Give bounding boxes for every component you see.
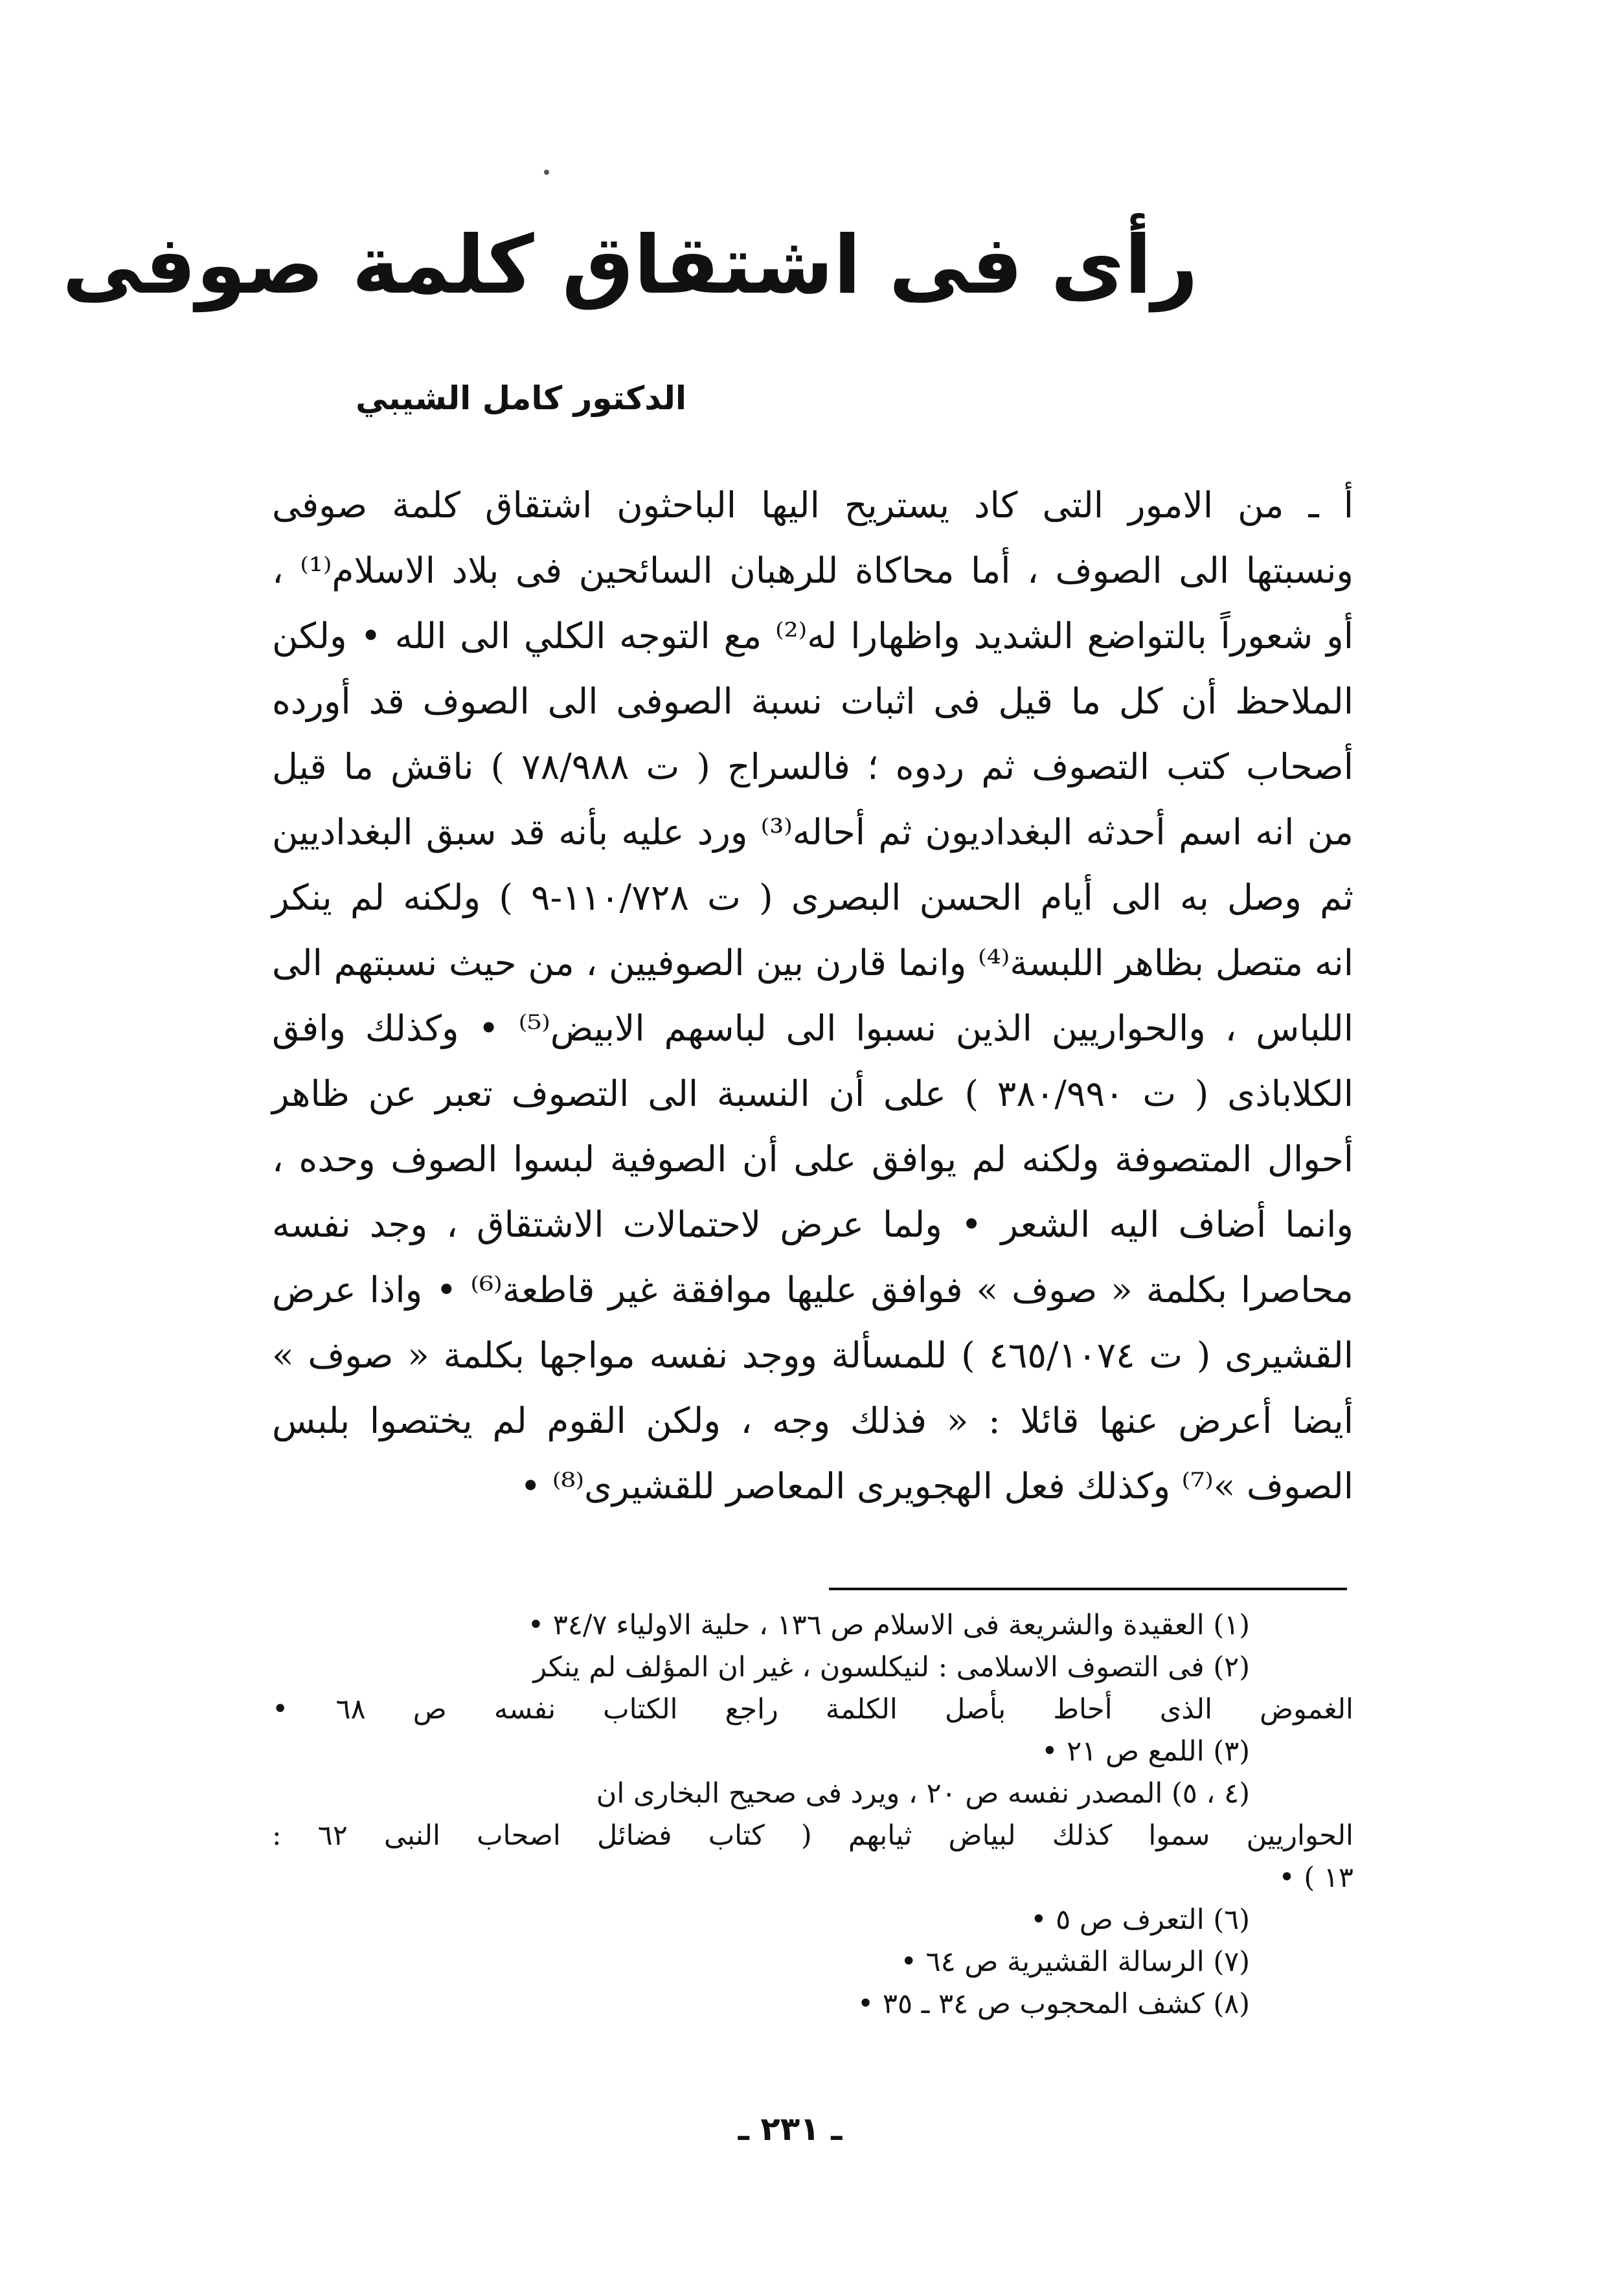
ink-speck	[544, 170, 549, 175]
article-title: رأى فى اشتقاق كلمة صوفى	[62, 219, 1198, 312]
body-line: اللباس ، والحواريين الذين نسبوا الى لباسهم الابيض⁽⁵⁾ • وكذلك وافق	[272, 1007, 1353, 1049]
footnote-line: ١٣ ) •	[1278, 1862, 1353, 1894]
body-line: أحوال المتصوفة ولكنه لم يوافق على أن الصوفية لبسوا الصوف وحده ،	[272, 1138, 1353, 1180]
body-line: من انه اسم أحدثه البغداديون ثم أحاله⁽³⁾ ورد عليه بأنه قد سبق البغداديين	[272, 811, 1353, 853]
body-line: الصوف »⁽⁷⁾ وكذلك فعل الهجويرى المعاصر للقشيرى⁽⁸⁾ •	[519, 1465, 1353, 1507]
body-line: ثم وصل به الى أيام الحسن البصرى ( ت ١١٠/٧٢٨-٩ ) ولكنه لم ينكر	[272, 877, 1353, 918]
footnote-line: (٧) الرسالة القشيرية ص ٦٤ •	[900, 1946, 1250, 1978]
body-line: انه متصل بظاهر اللبسة⁽⁴⁾ وانما قارن بين الصوفيين ، من حيث نسبتهم الى	[272, 942, 1353, 984]
footnote-line: الغموض الذى أحاط بأصل الكلمة راجع الكتاب نفسه ص ٦٨ •	[272, 1693, 1353, 1726]
footnote-divider	[829, 1588, 1347, 1590]
article-body	[272, 473, 1353, 1519]
footnotes	[272, 1604, 1353, 2025]
body-line: أ ـ من الامور التى كاد يستريح اليها الباحثون اشتقاق كلمة صوفى	[272, 484, 1353, 526]
body-line: الكلاباذى ( ت ٣٨٠/٩٩٠ ) على أن النسبة الى التصوف تعبر عن ظاهر	[272, 1073, 1353, 1114]
footnote-line: (٦) التعرف ص ٥ •	[1030, 1904, 1250, 1936]
body-line: محاصرا بكلمة « صوف » فوافق عليها موافقة غير قاطعة⁽⁶⁾ • واذا عرض	[272, 1269, 1353, 1311]
body-line: أيضا أعرض عنها قائلا : « فذلك وجه ، ولكن القوم لم يختصوا بلبس	[272, 1400, 1353, 1441]
author-name: الدكتور كامل الشيبي	[356, 379, 686, 417]
body-line: أو شعوراً بالتواضع الشديد واظهارا له⁽²⁾ مع التوجه الكلي الى الله • ولكن	[272, 615, 1353, 657]
footnote-line: (٢) فى التصوف الاسلامى : لنيكلسون ، غير ان المؤلف لم ينكر	[533, 1651, 1250, 1683]
footnote-line: (١) العقيدة والشريعة فى الاسلام ص ١٣٦ ، حلية الاولياء ٣٤/٧ •	[527, 1609, 1250, 1641]
body-line: ونسبتها الى الصوف ، أما محاكاة للرهبان السائحين فى بلاد الاسلام⁽¹⁾ ،	[272, 550, 1353, 591]
footnote-line: الحواريين سموا كذلك لبياض ثيابهم ( كتاب فضائل اصحاب النبى ٦٢ :	[272, 1819, 1353, 1852]
body-line: وانما أضاف اليه الشعر • ولما عرض لاحتمالات الاشتقاق ، وجد نفسه	[272, 1204, 1353, 1245]
body-line: الملاحظ أن كل ما قيل فى اثبات نسبة الصوفى الى الصوف قد أورده	[272, 681, 1353, 722]
body-line: أصحاب كتب التصوف ثم ردوه ؛ فالسراج ( ت ٧٨/٩٨٨ ) ناقش ما قيل	[272, 746, 1353, 787]
footnote-line: (٣) اللمع ص ٢١ •	[1041, 1735, 1250, 1768]
body-line: القشيرى ( ت ٤٦٥/١٠٧٤ ) للمسألة ووجد نفسه مواجها بكلمة « صوف »	[272, 1334, 1353, 1376]
footnote-line: (٨) كشف المحجوب ص ٣٤ ـ ٣٥ •	[857, 1988, 1250, 2020]
footnote-line: (٤ ، ٥) المصدر نفسه ص ٢٠ ، ويرد فى صحيح البخارى ان	[596, 1777, 1250, 1810]
page-number: ـ ٢٣١ ـ	[738, 2110, 843, 2148]
